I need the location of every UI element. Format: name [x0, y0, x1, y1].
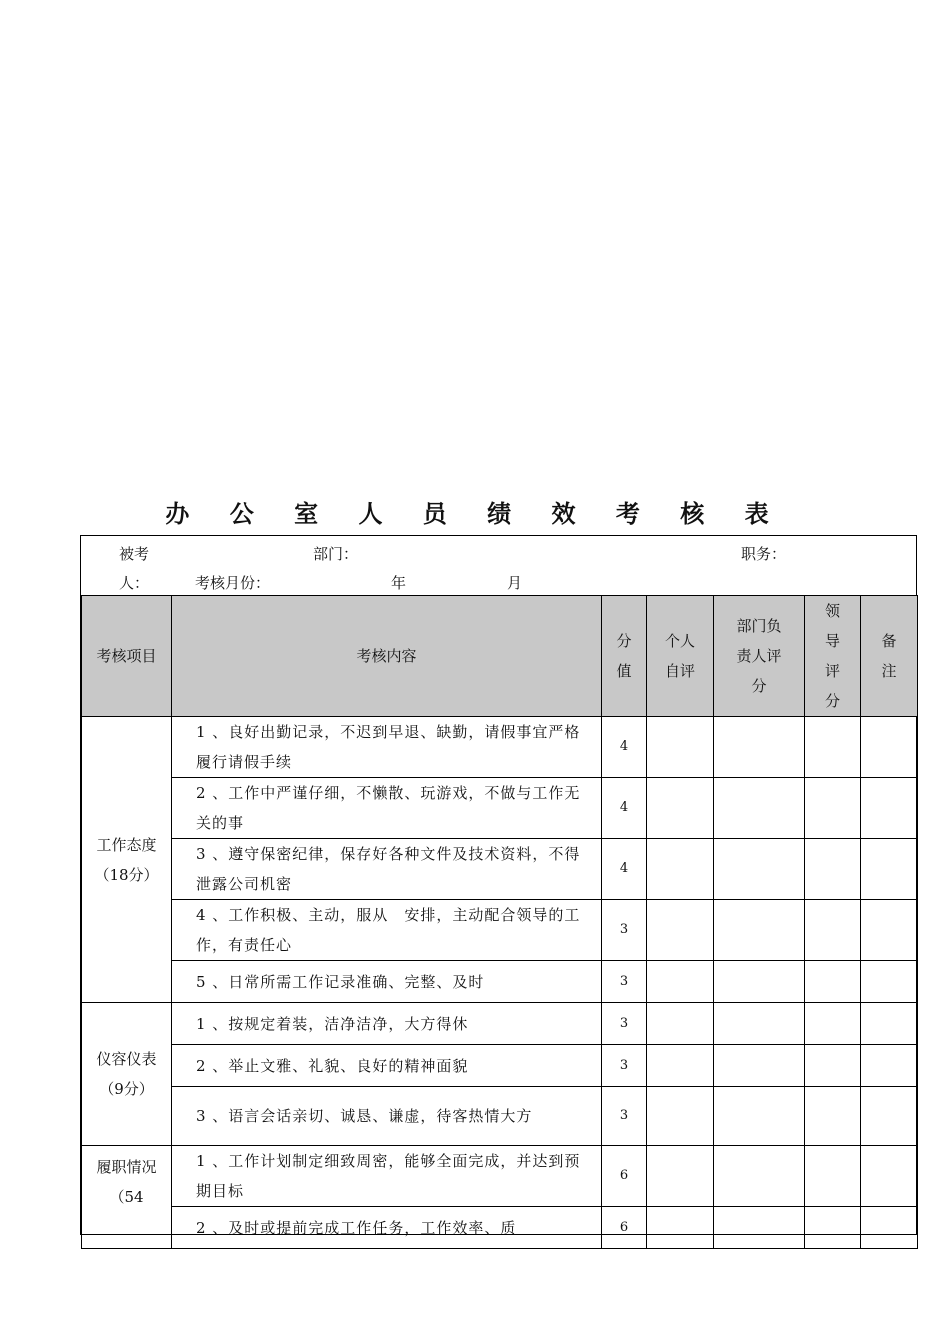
table-row: [82, 1087, 918, 1146]
table-row: [82, 1146, 918, 1207]
self-eval-cell[interactable]: [647, 961, 714, 1003]
dept-eval-cell[interactable]: [714, 1146, 805, 1207]
leader-eval-cell[interactable]: [805, 839, 861, 900]
category-cell: 工作态度（18分）: [82, 717, 172, 1003]
leader-eval-cell[interactable]: [805, 1003, 861, 1045]
appraisal-form: [80, 535, 917, 1235]
score-cell: 4: [602, 717, 647, 778]
content-cell: 2 、工作中严谨仔细，不懒散、玩游戏，不做与工作无关的事: [172, 778, 602, 839]
leader-eval-cell[interactable]: [805, 1146, 861, 1207]
remark-cell[interactable]: [861, 1045, 918, 1087]
examinee-label-cont: 人：: [119, 574, 150, 592]
content-cell: 5 、日常所需工作记录准确、完整、及时: [172, 961, 602, 1003]
score-cell: 3: [602, 961, 647, 1003]
category-cell: 履职情况（54: [82, 1146, 172, 1249]
content-cell: 3 、遵守保密纪律，保存好各种文件及技术资料，不得泄露公司机密: [172, 839, 602, 900]
table-row: [82, 1045, 918, 1087]
remark-cell[interactable]: [861, 961, 918, 1003]
category-cell: 仪容仪表（9分）: [82, 1003, 172, 1146]
header-item: 考核项目: [82, 596, 172, 717]
self-eval-cell[interactable]: [647, 1003, 714, 1045]
remark-cell[interactable]: [861, 900, 918, 961]
content-cell: 1 、按规定着装，洁净洁净，大方得休: [172, 1003, 602, 1045]
year-label: 年: [391, 574, 407, 592]
content-cell: 2 、及时或提前完成工作任务，工作效率、质: [172, 1207, 602, 1249]
remark-cell[interactable]: [861, 1146, 918, 1207]
dept-eval-cell[interactable]: [714, 717, 805, 778]
self-eval-cell[interactable]: [647, 1146, 714, 1207]
remark-cell[interactable]: [861, 1003, 918, 1045]
score-cell: 3: [602, 1087, 647, 1146]
header-remark: 备注: [861, 596, 918, 717]
month-label: 考核月份：: [195, 574, 271, 592]
leader-eval-cell[interactable]: [805, 1207, 861, 1249]
self-eval-cell[interactable]: [647, 778, 714, 839]
leader-eval-cell[interactable]: [805, 1087, 861, 1146]
score-cell: 4: [602, 839, 647, 900]
table-row: [82, 961, 918, 1003]
content-cell: 2 、举止文雅、礼貌、良好的精神面貌: [172, 1045, 602, 1087]
table-row: [82, 1207, 918, 1249]
content-cell: 3 、语言会话亲切、诚恳、谦虚，待客热情大方: [172, 1087, 602, 1146]
table-row: [82, 1003, 918, 1045]
remark-cell[interactable]: [861, 778, 918, 839]
dept-eval-cell[interactable]: [714, 1045, 805, 1087]
leader-eval-cell[interactable]: [805, 961, 861, 1003]
score-cell: 3: [602, 1045, 647, 1087]
header-content: 考核内容: [172, 596, 602, 717]
department-label: 部门：: [313, 545, 359, 563]
dept-eval-cell[interactable]: [714, 778, 805, 839]
header-leader-eval: 领导评分: [805, 596, 861, 717]
dept-eval-cell[interactable]: [714, 1207, 805, 1249]
score-cell: 3: [602, 900, 647, 961]
table-row: [82, 717, 918, 778]
appraisal-table: [81, 595, 918, 1249]
header-score: 分值: [602, 596, 647, 717]
examinee-label: 被考: [119, 545, 150, 563]
leader-eval-cell[interactable]: [805, 717, 861, 778]
self-eval-cell[interactable]: [647, 900, 714, 961]
self-eval-cell[interactable]: [647, 1045, 714, 1087]
remark-cell[interactable]: [861, 1087, 918, 1146]
leader-eval-cell[interactable]: [805, 778, 861, 839]
score-cell: 3: [602, 1003, 647, 1045]
dept-eval-cell[interactable]: [714, 1087, 805, 1146]
position-label: 职务：: [741, 545, 787, 563]
content-cell: 4 、工作积极、主动，服从 安排，主动配合领导的工作，有责任心: [172, 900, 602, 961]
header-dept-eval: 部门负责人评分: [714, 596, 805, 717]
table-row: [82, 900, 918, 961]
score-cell: 6: [602, 1207, 647, 1249]
remark-cell[interactable]: [861, 839, 918, 900]
remark-cell[interactable]: [861, 1207, 918, 1249]
self-eval-cell[interactable]: [647, 1207, 714, 1249]
score-cell: 4: [602, 778, 647, 839]
table-row: [82, 839, 918, 900]
remark-cell[interactable]: [861, 717, 918, 778]
header-self-eval: 个人自评: [647, 596, 714, 717]
table-row: [82, 778, 918, 839]
dept-eval-cell[interactable]: [714, 961, 805, 1003]
content-cell: 1 、良好出勤记录，不迟到早退、缺勤，请假事宜严格履行请假手续: [172, 717, 602, 778]
info-header: [81, 536, 918, 596]
leader-eval-cell[interactable]: [805, 900, 861, 961]
page-title: 办 公 室 人 员 绩 效 考 核 表: [165, 500, 785, 528]
content-cell: 1 、工作计划制定细致周密，能够全面完成，并达到预期目标: [172, 1146, 602, 1207]
dept-eval-cell[interactable]: [714, 900, 805, 961]
dept-eval-cell[interactable]: [714, 1003, 805, 1045]
self-eval-cell[interactable]: [647, 839, 714, 900]
self-eval-cell[interactable]: [647, 1087, 714, 1146]
dept-eval-cell[interactable]: [714, 839, 805, 900]
month-unit-label: 月: [507, 574, 523, 592]
leader-eval-cell[interactable]: [805, 1045, 861, 1087]
score-cell: 6: [602, 1146, 647, 1207]
self-eval-cell[interactable]: [647, 717, 714, 778]
